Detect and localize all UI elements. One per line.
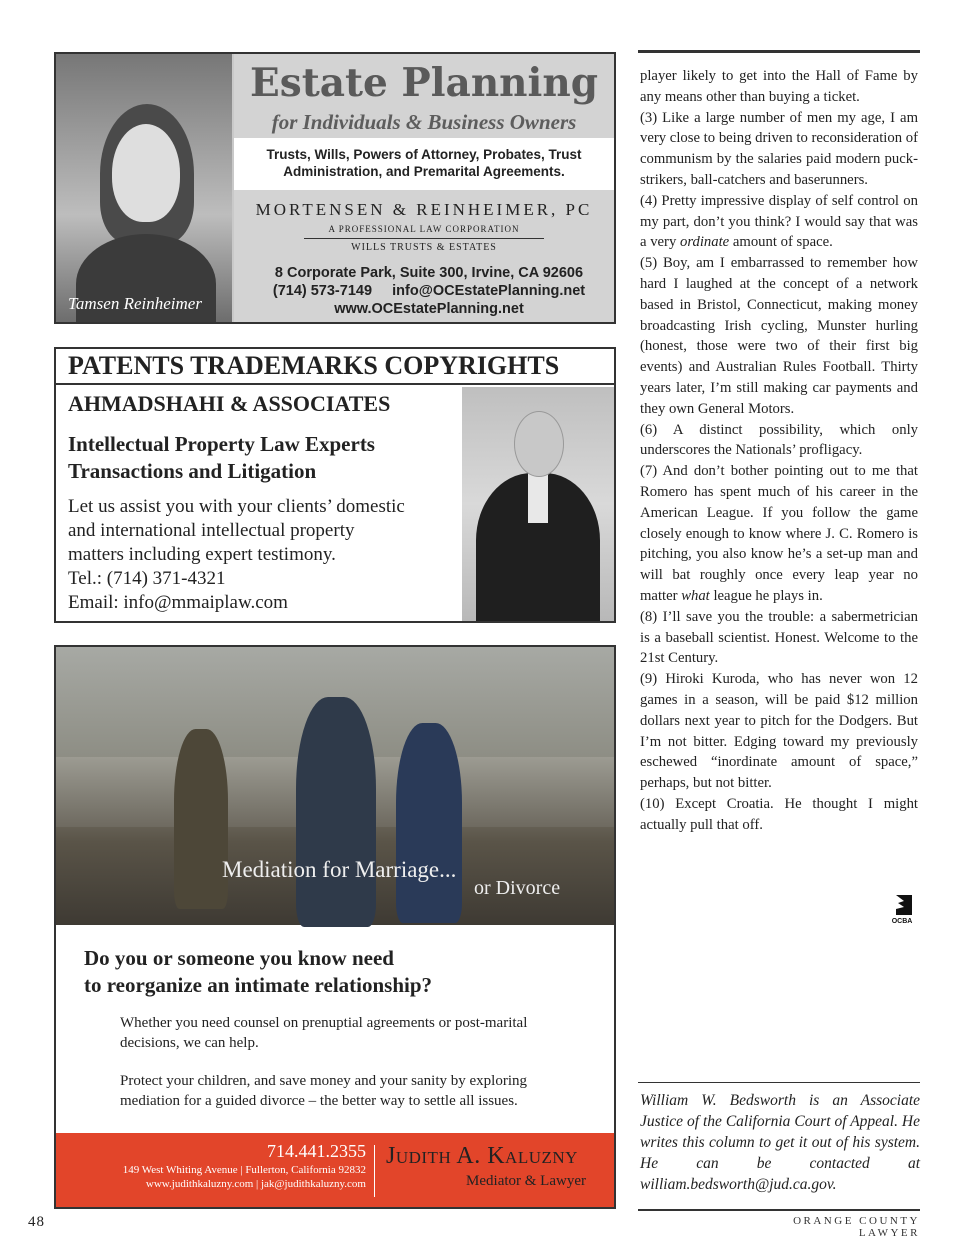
firm-subtitle: A PROFESSIONAL LAW CORPORATION	[328, 224, 520, 234]
ad-web: www.judithkaluzny.com | jak@judithkaluzny.com	[145, 1178, 366, 1190]
ad-paragraph: Whether you need counsel on prenuptial agreements or post-marital decisions, we can help.	[120, 1015, 528, 1051]
firm-address: 8 Corporate Park, Suite 300, Irvine, CA 92606	[274, 265, 584, 281]
estate-planning-ad	[54, 52, 616, 324]
mediation-ad	[54, 645, 616, 1209]
ad-title: Estate Planning	[250, 60, 598, 106]
attorney-photo	[462, 387, 614, 621]
ad-heading: PATENTS TRADEMARKS COPYRIGHTS	[68, 351, 560, 380]
ad-phone: 714.441.2355	[267, 1141, 366, 1161]
ad-body-line: and international intellectual property	[68, 520, 355, 541]
photo-tagline-2: or Divorce	[474, 877, 561, 899]
column-paragraph: player likely to get into the Hall of Fame by any means other than buying a ticket.	[640, 68, 918, 105]
patents-ad	[54, 347, 616, 623]
ad-services: Trusts, Wills, Powers of Attorney, Probates, Trust Administration, and Premarital Agreements.	[266, 147, 582, 179]
firm-contact: (714) 573-7149 info@OCEstatePlanning.net	[272, 283, 586, 299]
column-paragraph: (5) Boy, am I embarrassed to remember how hard I laughed at the concept of a network based in Bristol, Connecticut, making money broadcasting Irish cycling, Munster hurling (honest, those were two of their first big events) and Australian Rules Football. Thirty years later, I’m still making car payments and they own General Motors.	[640, 255, 918, 417]
column-text	[640, 66, 918, 835]
tagline-1: Intellectual Property Law Experts	[68, 432, 375, 456]
footer-rule	[638, 1209, 920, 1211]
column-paragraph: (10) Except Croatia. He thought I might actually pull that off.	[640, 795, 918, 833]
mediator-role: Mediator & Lawyer	[466, 1173, 586, 1189]
beach-family-photo	[56, 647, 614, 925]
contact-band	[56, 1133, 614, 1207]
ad-body-line: matters including expert testimony.	[68, 544, 336, 565]
column-paragraph: (6) A distinct possibility, which only underscores the Nationals’ profligacy.	[640, 421, 918, 459]
column-paragraph: (4) Pretty impressive display of self control on my part, don’t you think? I would say that was a very ordinate amount of space.	[640, 192, 918, 251]
ad-question-line: to reorganize an intimate relationship?	[84, 973, 433, 997]
ocba-logo-icon	[886, 893, 918, 925]
firm-name: MORTENSEN & REINHEIMER, PC	[255, 200, 593, 219]
tagline-2: Transactions and Litigation	[68, 459, 317, 483]
ad-email: Email: info@mmaiplaw.com	[68, 592, 288, 613]
bio-rule	[638, 1082, 920, 1083]
ad-question-line: Do you or someone you know need	[84, 946, 394, 970]
firm-name: AHMADSHAHI & ASSOCIATES	[68, 391, 391, 416]
logo-text: OCBA	[891, 918, 913, 925]
column-paragraph: (3) Like a large number of men my age, I am very close to being driven to reconsideration of communism by the salaries paid modern puck-strikers, ball-catchers and baserunners.	[640, 109, 918, 188]
firm-specialty: WILLS TRUSTS & ESTATES	[351, 242, 497, 253]
column-paragraph: (8) I’ll save you the trouble: a sabermetrician is a baseball scientist. Honest. Welcome to the 21st Century.	[640, 608, 918, 667]
column-top-rule	[638, 50, 920, 53]
firm-website: www.OCEstatePlanning.net	[334, 301, 524, 317]
ad-phone: Tel.: (714) 371-4321	[68, 568, 226, 589]
ad-body-line: Let us assist you with your clients’ domestic	[68, 496, 405, 517]
ad-address: 149 West Whiting Avenue | Fullerton, California 92832	[122, 1164, 366, 1176]
page-number: 48	[28, 1214, 45, 1230]
ad-subtitle: for Individuals & Business Owners	[271, 110, 577, 134]
attorney-photo	[56, 54, 232, 322]
photo-caption: Tamsen Reinheimer	[68, 294, 202, 313]
photo-tagline: Mediation for Marriage...	[222, 857, 457, 882]
column-paragraph: (7) And don’t bother pointing out to me that Romero has spent much of his career in the American League. If you follow the game closely enough to know where J. C. Romero is pitching, you also know he’s a set-up man and will bat roughly once every leap year no matter what league he plays in.	[640, 463, 918, 604]
author-bio: William W. Bedsworth is an Associate Justice of the California Court of Appeal. He writes this column to get it out of his system. He can be contacted at william.bedsworth@jud.ca.gov.	[640, 1092, 920, 1193]
column-paragraph: (9) Hiroki Kuroda, who has never won 12 games in a season, will be paid $12 million dollars next year to pitch for the Dodgers. But I’m not bitter. Edging toward my previously eschewed “inordinate amount of space,” perhaps, but not bitter.	[640, 671, 918, 792]
publication-name: ORANGE COUNTY LAWYER	[793, 1215, 920, 1239]
mediator-name: Judith A. Kaluzny	[386, 1143, 578, 1169]
ad-paragraph: Protect your children, and save money and your sanity by exploring mediation for a guided divorce – the better way to settle all issues.	[120, 1073, 527, 1109]
